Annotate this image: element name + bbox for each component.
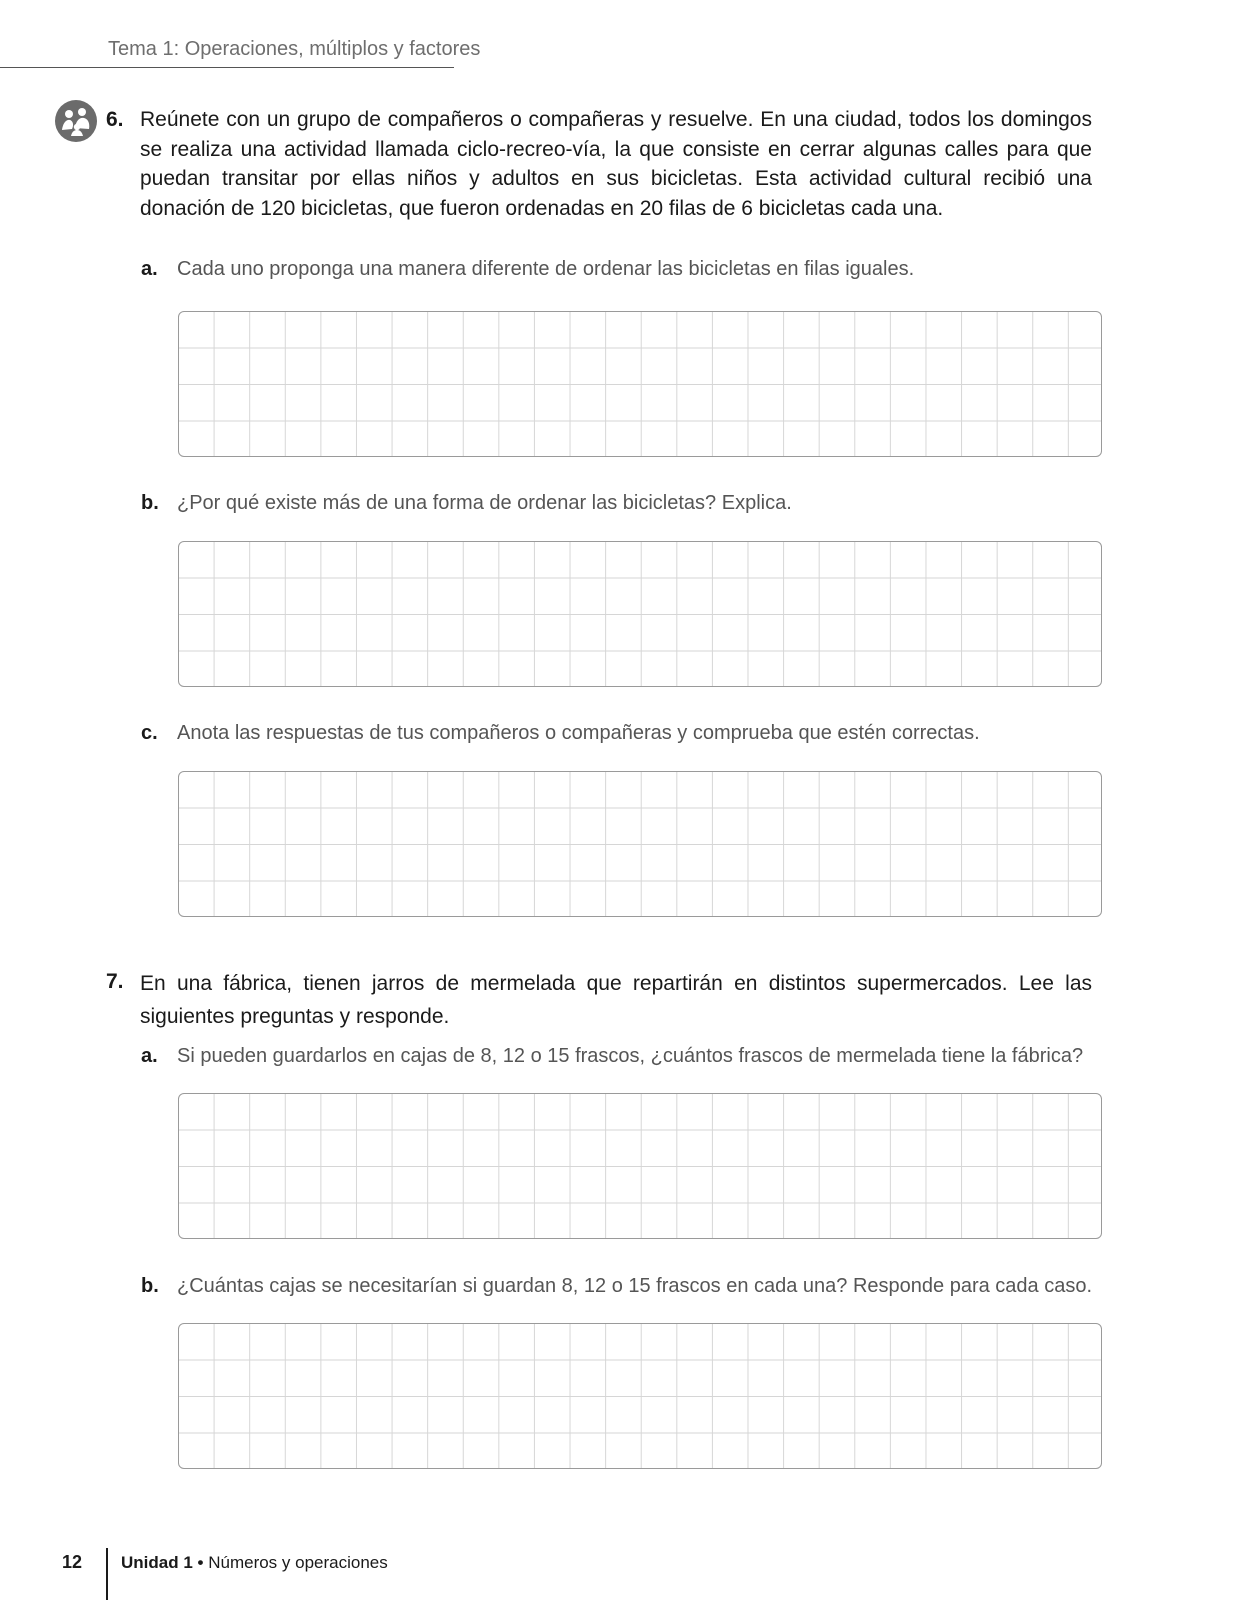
question-6c-letter: c. bbox=[141, 722, 158, 744]
answer-grid-6b[interactable] bbox=[178, 541, 1102, 687]
question-6-text: Reúnete con un grupo de compañeros o compañeras y resuelve. En una ciudad, todos los domingos se realiza una actividad llamada ciclo-recreo-vía, la que consiste en cerrar algunas calles para que puedan transitar por ellas niños y adultos en sus bicicletas. Esta actividad cultural recibió una donación de 120 bicicletas, que fueron ordenadas en 20 filas de 6 bicicletas cada una. bbox=[140, 108, 1092, 220]
question-6b-text: ¿Por qué existe más de una forma de ordenar las bicicletas? Explica. bbox=[177, 492, 792, 514]
question-6-number: 6. bbox=[106, 108, 124, 131]
question-7-text: En una fábrica, tienen jarros de mermelada que repartirán en distintos supermercados. Lee las siguientes preguntas y responde. bbox=[140, 972, 1092, 1028]
question-6c-text: Anota las respuestas de tus compañeros o compañeras y comprueba que estén correctas. bbox=[177, 722, 980, 744]
question-7a-text: Si pueden guardarlos en cajas de 8, 12 o 15 frascos, ¿cuántos frascos de mermelada tiene la fábrica? bbox=[177, 1045, 1084, 1067]
unit-separator: • bbox=[197, 1553, 204, 1572]
unit-label: Unidad 1 bbox=[121, 1553, 193, 1572]
answer-grid-7a[interactable] bbox=[178, 1093, 1102, 1239]
question-7-number: 7. bbox=[106, 970, 124, 993]
question-7b-letter: b. bbox=[141, 1275, 159, 1297]
footer-divider bbox=[106, 1548, 108, 1600]
answer-grid-6c[interactable] bbox=[178, 771, 1102, 917]
unit-title: Números y operaciones bbox=[208, 1553, 388, 1572]
footer-unit bbox=[121, 1553, 388, 1573]
question-7a-letter: a. bbox=[141, 1045, 158, 1067]
question-6b-letter: b. bbox=[141, 492, 159, 514]
group-work-icon bbox=[55, 100, 97, 142]
question-6a-letter: a. bbox=[141, 258, 158, 280]
page-number: 12 bbox=[62, 1552, 83, 1572]
question-7b-text: ¿Cuántas cajas se necesitarían si guardan 8, 12 o 15 frascos en cada una? Responde para cada caso. bbox=[177, 1275, 1093, 1297]
header-title: Tema 1: Operaciones, múltiplos y factores bbox=[108, 38, 481, 60]
question-6a-text: Cada uno proponga una manera diferente de ordenar las bicicletas en filas iguales. bbox=[177, 258, 915, 280]
answer-grid-6a[interactable] bbox=[178, 311, 1102, 457]
answer-grid-7b[interactable] bbox=[178, 1323, 1102, 1469]
header-divider bbox=[0, 67, 454, 68]
